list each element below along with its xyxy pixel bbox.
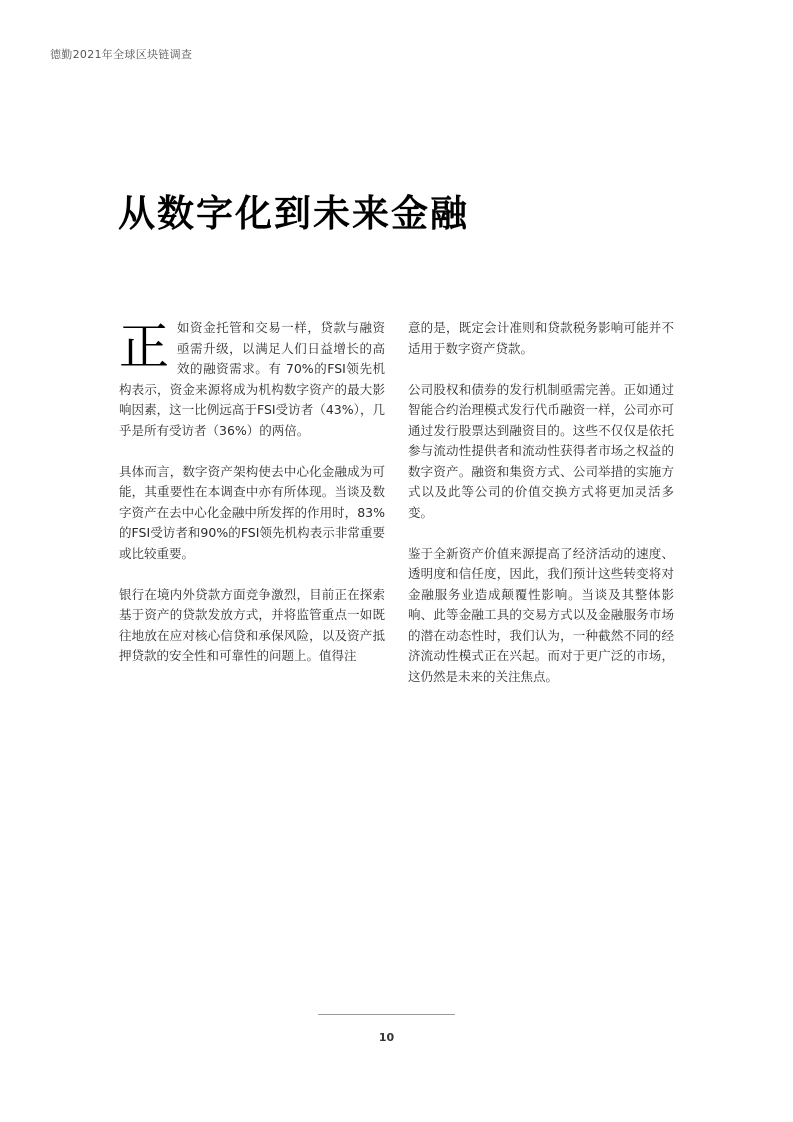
running-header: 德勤2021年全球区块链调查 bbox=[50, 48, 193, 61]
paragraph-2: 具体而言，数字资产架构使去中心化金融成为可能，其重要性在本调查中亦有所体现。当谈及数字资产在去中心化金融中所发挥的作用时，83%的FSI受访者和90%的FSI领先机构表示非常重要或比较重要。 bbox=[119, 463, 385, 561]
paragraph-1-text: 如资金托管和交易一样，贷款与融资亟需升级，以满足人们日益增长的高效的融资需求。有 70%的FSI领先机构表示，资金来源将成为机构数字资产的最大影响因素，这一比例远高于FSI受访者（43%），几乎是所有受访者（36%）的两倍。 bbox=[119, 320, 385, 438]
page-number: 10 bbox=[378, 1031, 395, 1044]
page-title: 从数字化到未来金融 bbox=[118, 192, 469, 235]
paragraph-5: 公司股权和债券的发行机制亟需完善。正如通过智能合约治理模式发行代币融资一样，公司亦可通过发行股票达到融资目的。这些不仅仅是依托参与流动性提供者和流动性获得者市场之权益的数字资产。融资和集资方式、公司举措的实施方式以及此等公司的价值交换方式将更加灵活多变。 bbox=[408, 381, 674, 520]
paragraph-1 bbox=[119, 318, 385, 441]
paragraph-6: 鉴于全新资产价值来源提高了经济活动的速度、透明度和信任度，因此，我们预计这些转变将对金融服务业造成颠覆性影响。当谈及其整体影响、此等金融工具的交易方式以及金融服务市场的潜在动态性时，我们认为，一种截然不同的经济流动性模式正在兴起。而对于更广泛的市场，这仍然是未来的关注焦点。 bbox=[408, 545, 674, 684]
drop-cap: 正 bbox=[119, 318, 169, 376]
paragraph-3: 银行在境内外贷款方面竞争激烈，目前正在探索基于资产的贷款发放方式，并将监管重点一如既往地放在应对核心信贷和承保风险，以及资产抵押贷款的安全性和可靠性的问题上。值得注 bbox=[119, 586, 385, 663]
right-column bbox=[408, 318, 674, 708]
paragraph-4: 意的是，既定会计准则和贷款税务影响可能并不适用于数字资产贷款。 bbox=[408, 320, 674, 356]
footer-divider bbox=[318, 1014, 455, 1015]
left-column bbox=[119, 318, 385, 687]
